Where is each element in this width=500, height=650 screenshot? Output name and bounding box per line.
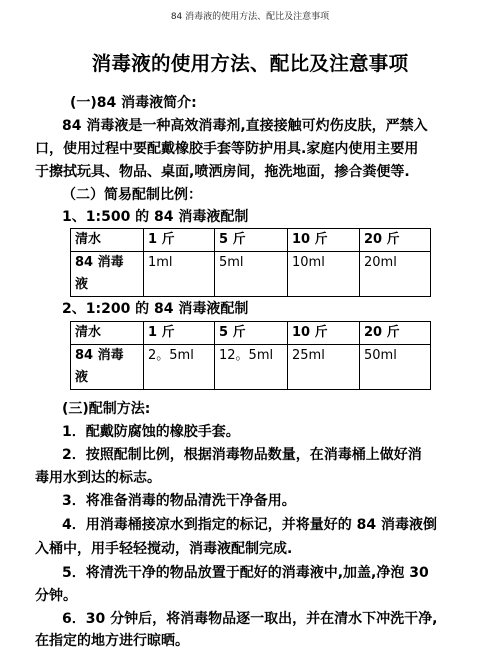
table-header-row <box>71 322 431 345</box>
table-row <box>71 345 431 390</box>
intro-line-2: 口，使用过程中要配戴橡胶手套等防护用具.家庭内使用主要用 <box>35 141 419 157</box>
document-title: 消毒液的使用方法、配比及注意事项 <box>91 52 409 75</box>
section-heading-ratios: （二）简易配制比例： <box>62 187 202 203</box>
row-label-line-1: 84 消毒 <box>75 255 124 270</box>
header-cell: 1 斤 <box>144 322 215 345</box>
step-2-line-2: 毒用水到达的标志。 <box>35 470 161 486</box>
row-label <box>71 345 144 390</box>
header-cell: 5 斤 <box>215 229 288 252</box>
table-cell: 50ml <box>360 345 431 390</box>
row-label <box>71 252 144 297</box>
ratio-table-500 <box>70 228 431 297</box>
step-4-line-2: 入桶中，用手轻轻搅动，消毒液配制完成. <box>35 541 293 557</box>
header-cell: 清水 <box>71 229 144 252</box>
table-1-caption: 1、1:500 的 84 消毒液配制 <box>62 209 249 225</box>
row-label-line-1: 84 消毒 <box>75 348 124 363</box>
step-6-line-2: 在指定的地方进行晾晒。 <box>35 633 189 649</box>
header-cell: 1 斤 <box>144 229 215 252</box>
step-6-line-1: 6．30 分钟后，将消毒物品逐一取出，并在清水下冲洗干净, <box>62 611 438 627</box>
table-cell: 25ml <box>288 345 360 390</box>
row-label-line-2: 液 <box>75 277 89 292</box>
intro-line-1: 84 消毒液是一种高效消毒剂,直接接触可灼伤皮肤，严禁入 <box>62 118 428 134</box>
intro-line-3: 于擦拭玩具、物品、桌面,喷洒房间，拖洗地面，掺合粪便等. <box>35 164 410 180</box>
header-cell: 5 斤 <box>215 322 288 345</box>
step-4-line-1: 4．用消毒桶接凉水到指定的标记，并将量好的 84 消毒液倒 <box>62 517 437 533</box>
step-2-line-1: 2．按照配制比例，根据消毒物品数量，在消毒桶上做好消 <box>62 447 422 463</box>
running-header: 84 消毒液的使用方法、配比及注意事项 <box>170 12 330 22</box>
table-row <box>71 252 431 297</box>
ratio-table-200 <box>70 321 431 390</box>
section-heading-intro: (一)84 消毒液简介: <box>70 95 197 111</box>
header-cell: 10 斤 <box>288 229 360 252</box>
header-cell: 20 斤 <box>360 229 431 252</box>
table-cell: 20ml <box>360 252 431 297</box>
header-cell: 10 斤 <box>288 322 360 345</box>
table-cell: 1ml <box>144 252 215 297</box>
step-5-line-2: 分钟。 <box>35 588 77 604</box>
header-cell: 清水 <box>71 322 144 345</box>
table-2-caption: 2、1:200 的 84 消毒液配制 <box>62 301 249 317</box>
step-3: 3．将准备消毒的物品清洗干净备用。 <box>62 493 296 509</box>
section-heading-method: (三)配制方法: <box>62 401 151 417</box>
step-1: 1．配戴防腐蚀的橡胶手套。 <box>62 424 240 440</box>
table-cell: 10ml <box>288 252 360 297</box>
table-header-row <box>71 229 431 252</box>
table-cell: 12。5ml <box>215 345 288 390</box>
table-cell: 5ml <box>215 252 288 297</box>
step-5-line-1: 5．将清洗干净的物品放置于配好的消毒液中,加盖,净泡 30 <box>62 565 429 581</box>
table-cell: 2。5ml <box>144 345 215 390</box>
header-cell: 20 斤 <box>360 322 431 345</box>
row-label-line-2: 液 <box>75 370 89 385</box>
